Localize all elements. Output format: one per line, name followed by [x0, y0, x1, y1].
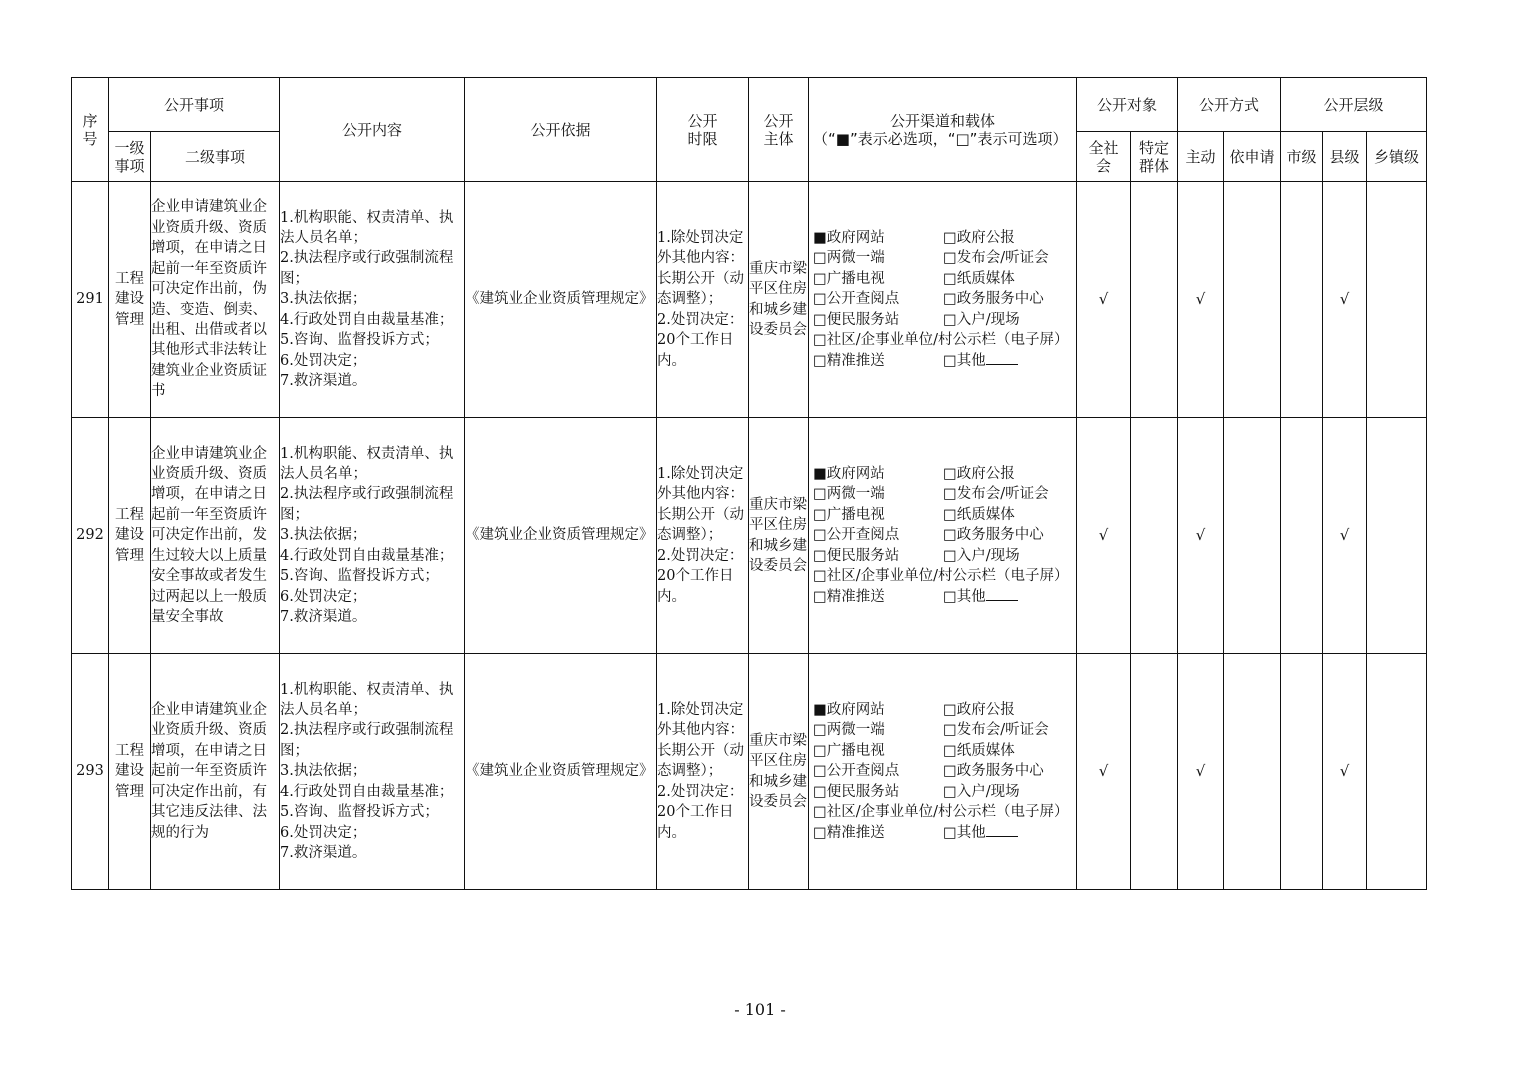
channel-service-center: □政务服务中心 [943, 763, 1044, 780]
table-row [72, 418, 1427, 654]
header-items: 公开事项 [109, 78, 280, 132]
row-level2: 企业申请建筑业企业资质升级、资质增项，在申请之日起前一年至资质许可决定作出前，伪造、变造、倒卖、出租、出借或者以其他形式非法转让建筑业企业资质证书 [151, 182, 280, 418]
row-time-limit [657, 654, 749, 890]
list-line: 5.咨询、监督投诉方式； [280, 568, 439, 585]
list-line: 3.执法依据； [280, 291, 367, 308]
header-level2: 二级事项 [151, 132, 280, 182]
channel-wechat-weibo-app: □两微一端 [813, 250, 885, 267]
channel-door-to-door: □入户/现场 [943, 547, 1020, 564]
row-level1: 工程建设管理 [109, 418, 151, 654]
row-channels [809, 182, 1077, 418]
row-subject: 重庆市梁平区住房和城乡建设委员会 [749, 182, 809, 418]
channel-gov-bulletin: □政府公报 [943, 466, 1015, 483]
channel-service-center: □政务服务中心 [943, 527, 1044, 544]
list-line: 5.咨询、监督投诉方式； [280, 332, 439, 349]
row-level1: 工程建设管理 [109, 182, 151, 418]
table-row [72, 182, 1427, 418]
channel-bulletin-board: □社区/企事业单位/村公示栏（电子屏） [813, 568, 1069, 585]
row-time-limit [657, 182, 749, 418]
row-town [1367, 418, 1427, 654]
table-row [72, 654, 1427, 890]
channel-press-hearing: □发布会/听证会 [943, 250, 1049, 267]
channel-gov-website: ■政府网站 [813, 702, 885, 719]
list-line: 3.执法依据； [280, 763, 367, 780]
row-county: √ [1323, 654, 1367, 890]
header-time-limit: 公开时限 [657, 78, 749, 182]
row-specific-group [1131, 418, 1178, 654]
channel-door-to-door: □入户/现场 [943, 311, 1020, 328]
list-line: 2.处罚决定：20个工作日内。 [657, 783, 744, 841]
channel-precise-push: □精准推送 [813, 824, 885, 841]
header-subject: 公开主体 [749, 78, 809, 182]
channel-radio-tv: □广播电视 [813, 742, 885, 759]
list-line: 2.处罚决定：20个工作日内。 [657, 311, 744, 369]
row-active: √ [1178, 182, 1224, 418]
header-content: 公开内容 [280, 78, 465, 182]
row-subject: 重庆市梁平区住房和城乡建设委员会 [749, 654, 809, 890]
header-target-group: 特定群体 [1131, 132, 1178, 182]
header-level-town: 乡镇级 [1367, 132, 1427, 182]
row-specific-group [1131, 654, 1178, 890]
channel-bulletin-board: □社区/企事业单位/村公示栏（电子屏） [813, 804, 1069, 821]
list-line: 4.行政处罚自由裁量基准； [280, 783, 454, 800]
channel-convenience-station: □便民服务站 [813, 311, 900, 328]
row-content [280, 654, 465, 890]
channel-other: □其他 [943, 823, 1073, 843]
header-target-all: 全社会 [1077, 132, 1131, 182]
list-line: 2.执法程序或行政强制流程图； [280, 722, 454, 759]
row-apply [1224, 418, 1281, 654]
list-line: 1.机构职能、权责清单、执法人员名单； [280, 209, 454, 247]
list-line: 1.机构职能、权责清单、执法人员名单； [280, 445, 454, 483]
list-line: 1.除处罚决定外其他内容：长期公开（动态调整）； [657, 466, 745, 544]
row-subject: 重庆市梁平区住房和城乡建设委员会 [749, 418, 809, 654]
row-city [1281, 654, 1323, 890]
row-basis: 《建筑业企业资质管理规定》 [465, 182, 657, 418]
list-line: 3.执法依据； [280, 527, 367, 544]
row-level2: 企业申请建筑业企业资质升级、资质增项，在申请之日起前一年至资质许可决定作出前，发生过较大以上质量安全事故或者发生过两起以上一般质量安全事故 [151, 418, 280, 654]
channel-precise-push: □精准推送 [813, 352, 885, 369]
channel-precise-push: □精准推送 [813, 588, 885, 605]
channel-press-hearing: □发布会/听证会 [943, 486, 1049, 503]
header-level-city: 市级 [1281, 132, 1323, 182]
list-line: 4.行政处罚自由裁量基准； [280, 311, 454, 328]
row-channels [809, 654, 1077, 890]
channel-gov-website: ■政府网站 [813, 466, 885, 483]
list-line: 5.咨询、监督投诉方式； [280, 804, 439, 821]
channel-press-hearing: □发布会/听证会 [943, 722, 1049, 739]
channel-convenience-station: □便民服务站 [813, 547, 900, 564]
header-basis: 公开依据 [465, 78, 657, 182]
row-seq: 292 [72, 418, 109, 654]
header-method-apply: 依申请 [1224, 132, 1281, 182]
header-level: 公开层级 [1281, 78, 1427, 132]
row-all-society: √ [1077, 654, 1131, 890]
list-line: 6.处罚决定； [280, 824, 367, 841]
row-apply [1224, 654, 1281, 890]
channel-radio-tv: □广播电视 [813, 506, 885, 523]
row-basis: 《建筑业企业资质管理规定》 [465, 654, 657, 890]
row-all-society: √ [1077, 418, 1131, 654]
header-method: 公开方式 [1178, 78, 1281, 132]
channel-door-to-door: □入户/现场 [943, 783, 1020, 800]
list-line: 2.执法程序或行政强制流程图； [280, 486, 454, 523]
list-line: 2.执法程序或行政强制流程图； [280, 250, 454, 287]
channel-print-media: □纸质媒体 [943, 270, 1015, 287]
header-channels [809, 78, 1077, 182]
list-line: 7.救济渠道。 [280, 372, 367, 389]
channel-public-reading-point: □公开查阅点 [813, 527, 900, 544]
page-number: - 101 - [734, 1000, 786, 1019]
header-channels-title: 公开渠道和载体 [890, 111, 996, 130]
row-time-limit [657, 418, 749, 654]
row-all-society: √ [1077, 182, 1131, 418]
list-line: 1.除处罚决定外其他内容：长期公开（动态调整）； [657, 230, 745, 308]
channel-service-center: □政务服务中心 [943, 291, 1044, 308]
list-line: 1.机构职能、权责清单、执法人员名单； [280, 681, 454, 719]
row-city [1281, 418, 1323, 654]
channel-print-media: □纸质媒体 [943, 742, 1015, 759]
row-active: √ [1178, 654, 1224, 890]
row-active: √ [1178, 418, 1224, 654]
channel-other: □其他 [943, 587, 1073, 607]
row-seq: 293 [72, 654, 109, 890]
channel-radio-tv: □广播电视 [813, 270, 885, 287]
row-town [1367, 654, 1427, 890]
list-line: 7.救济渠道。 [280, 608, 367, 625]
channel-gov-bulletin: □政府公报 [943, 230, 1015, 247]
list-line: 1.除处罚决定外其他内容：长期公开（动态调整）； [657, 702, 745, 780]
row-city [1281, 182, 1323, 418]
list-line: 7.救济渠道。 [280, 844, 367, 861]
channel-gov-bulletin: □政府公报 [943, 702, 1015, 719]
list-line: 6.处罚决定； [280, 352, 367, 369]
list-line: 6.处罚决定； [280, 588, 367, 605]
list-line: 2.处罚决定：20个工作日内。 [657, 547, 744, 605]
disclosure-table [71, 77, 1427, 890]
row-specific-group [1131, 182, 1178, 418]
channel-wechat-weibo-app: □两微一端 [813, 486, 885, 503]
channel-public-reading-point: □公开查阅点 [813, 291, 900, 308]
row-town [1367, 182, 1427, 418]
channel-gov-website: ■政府网站 [813, 230, 885, 247]
row-county: √ [1323, 182, 1367, 418]
header-channels-note: （“■”表示必选项，“□”表示可选项） [813, 129, 1068, 148]
row-seq: 291 [72, 182, 109, 418]
channel-public-reading-point: □公开查阅点 [813, 763, 900, 780]
row-level2: 企业申请建筑业企业资质升级、资质增项，在申请之日起前一年至资质许可决定作出前，有其它违反法律、法规的行为 [151, 654, 280, 890]
header-target: 公开对象 [1077, 78, 1178, 132]
row-basis: 《建筑业企业资质管理规定》 [465, 418, 657, 654]
channel-bulletin-board: □社区/企事业单位/村公示栏（电子屏） [813, 332, 1069, 349]
channel-convenience-station: □便民服务站 [813, 783, 900, 800]
row-county: √ [1323, 418, 1367, 654]
header-method-active: 主动 [1178, 132, 1224, 182]
channel-wechat-weibo-app: □两微一端 [813, 722, 885, 739]
row-apply [1224, 182, 1281, 418]
row-channels [809, 418, 1077, 654]
header-level-county: 县级 [1323, 132, 1367, 182]
row-content [280, 182, 465, 418]
row-level1: 工程建设管理 [109, 654, 151, 890]
list-line: 4.行政处罚自由裁量基准； [280, 547, 454, 564]
header-level1: 一级事项 [109, 132, 151, 182]
channel-other: □其他 [943, 351, 1073, 371]
header-seq: 序号 [72, 78, 109, 182]
channel-print-media: □纸质媒体 [943, 506, 1015, 523]
row-content [280, 418, 465, 654]
